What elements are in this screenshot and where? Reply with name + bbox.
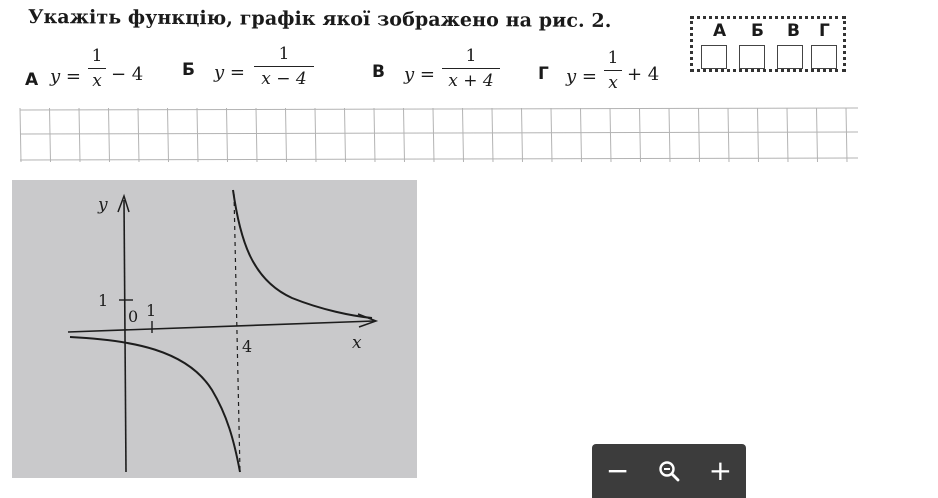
answer-letter-c: В [787, 21, 800, 41]
x-axis-label: x [352, 333, 362, 353]
grid-hline [20, 158, 858, 160]
vertical-asymptote [234, 194, 240, 472]
answer-box [690, 16, 846, 72]
answer-letter-d: Г [819, 21, 830, 41]
grid-vline [551, 108, 552, 162]
option-b-numerator: 1 [278, 44, 290, 64]
option-a-lhs: y = [50, 66, 81, 87]
y-axis-label: y [98, 195, 108, 215]
option-b-denominator: x − 4 [261, 69, 307, 89]
option-c-denominator: x + 4 [448, 71, 494, 91]
answer-cell-a[interactable] [701, 45, 727, 69]
grid-vline [610, 108, 611, 162]
zoom-toolbar [592, 444, 746, 498]
grid-vline [433, 108, 434, 162]
option-c-fraction [442, 46, 500, 91]
grid-vline [168, 108, 169, 162]
grid-vline [109, 108, 110, 162]
grid-vline [227, 108, 228, 162]
option-d-lhs: y = [566, 66, 597, 87]
option-d-denominator: x [608, 73, 618, 93]
option-a-tail: − 4 [111, 64, 144, 85]
option-c-numerator: 1 [465, 46, 477, 66]
option-a-numerator: 1 [91, 46, 103, 66]
option-a-letter: А [25, 70, 39, 90]
hyperbola-right-branch [233, 190, 372, 318]
graph-figure [12, 180, 417, 478]
answer-letter-b: Б [751, 21, 764, 41]
grid-vline [787, 108, 788, 162]
zoom-reset-button[interactable] [649, 451, 689, 491]
grid-vline [699, 108, 700, 162]
plus-icon: + [708, 454, 733, 487]
grid-vline [817, 108, 818, 162]
x-one-label: 1 [146, 301, 157, 320]
answer-letter-a: А [713, 21, 727, 41]
option-c-letter: В [372, 62, 385, 82]
y-one-label: 1 [98, 291, 109, 310]
grid-vline [138, 108, 139, 162]
option-b-fraction [254, 44, 314, 89]
zoom-in-button[interactable] [700, 451, 740, 491]
y-axis [124, 200, 126, 472]
origin-label: 0 [128, 307, 139, 326]
option-d-tail: + 4 [627, 64, 660, 85]
grid-hline [20, 132, 858, 134]
grid-vline [463, 108, 464, 162]
grid-vline [846, 108, 847, 162]
option-d-letter: Г [538, 64, 549, 84]
grid-vline [315, 108, 316, 162]
option-b-letter: Б [182, 60, 195, 80]
option-a-fraction [88, 46, 106, 91]
grid-vline [758, 108, 759, 162]
scratch-grid [0, 104, 870, 166]
question-text: Укажіть функцію, графік якої зображено на рис. 2. [27, 5, 612, 33]
grid-vline [20, 108, 21, 162]
option-b-lhs: y = [214, 62, 245, 83]
grid-vline [492, 108, 493, 162]
minus-icon: − [605, 454, 630, 487]
graph-svg [12, 180, 417, 478]
grid-vline [581, 108, 582, 162]
option-d-fraction [604, 48, 622, 93]
option-a-denominator: x [92, 71, 102, 91]
grid-vline [404, 108, 405, 162]
grid-vline [640, 108, 641, 162]
asymptote-label: 4 [242, 337, 253, 356]
grid-vline [286, 108, 287, 162]
grid-vline [79, 108, 80, 162]
grid-vline [256, 108, 257, 162]
grid-vline [374, 108, 375, 162]
zoom-out-button[interactable] [598, 451, 638, 491]
answer-cell-d[interactable] [811, 45, 837, 69]
grid-vline [522, 108, 523, 162]
grid-vline [197, 108, 198, 162]
magnifier-minus-icon [657, 459, 681, 483]
grid-vline [50, 108, 51, 162]
grid-vline [669, 108, 670, 162]
answer-cell-b[interactable] [739, 45, 765, 69]
grid-hline [20, 108, 858, 110]
option-d-numerator: 1 [607, 48, 619, 68]
grid-vline [345, 108, 346, 162]
answer-cell-c[interactable] [777, 45, 803, 69]
option-c-lhs: y = [404, 64, 435, 85]
x-axis [68, 321, 374, 332]
grid-vline [728, 108, 729, 162]
hyperbola-left-branch [70, 337, 240, 472]
